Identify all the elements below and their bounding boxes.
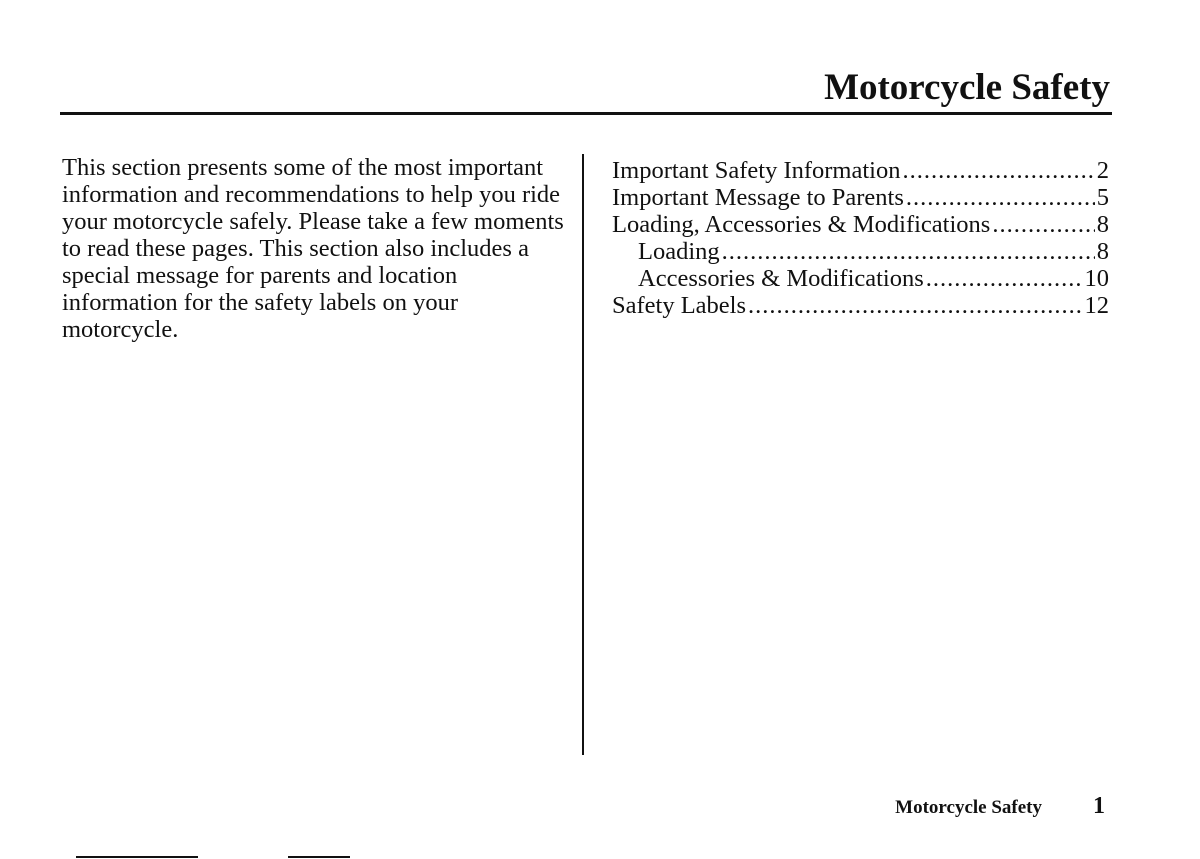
toc-item-page: 2 bbox=[1096, 157, 1109, 184]
title-rule bbox=[60, 112, 1112, 115]
toc-item-important-safety-information[interactable] bbox=[612, 157, 1109, 184]
toc-leader-dots bbox=[926, 265, 1083, 292]
toc-leader-dots bbox=[992, 211, 1094, 238]
toc-item-label: Loading bbox=[638, 238, 720, 265]
toc-leader-dots bbox=[906, 184, 1095, 211]
scan-artifact-line bbox=[76, 856, 198, 858]
toc-item-label: Loading, Accessories & Modifications bbox=[612, 211, 991, 238]
scan-artifact-line bbox=[288, 856, 350, 858]
toc-leader-dots bbox=[748, 292, 1082, 319]
toc-subitem-accessories-modifications[interactable] bbox=[612, 265, 1109, 292]
toc-item-page: 10 bbox=[1084, 265, 1109, 292]
toc-item-page: 8 bbox=[1096, 238, 1109, 265]
intro-paragraph: This section presents some of the most important information and recommendations to help you ride your motorcycle safely. Please take a few moments to read these pages. This section also includes a special message for parents and location information for the safety labels on your motorcycle. bbox=[62, 154, 564, 343]
toc-item-page: 12 bbox=[1084, 292, 1109, 319]
toc-item-label: Accessories & Modifications bbox=[638, 265, 924, 292]
footer-page-number: 1 bbox=[1093, 793, 1105, 819]
page-title: Motorcycle Safety bbox=[824, 67, 1110, 108]
toc-leader-dots bbox=[722, 238, 1095, 265]
column-divider bbox=[582, 154, 584, 755]
toc-item-loading-accessories-modifications[interactable] bbox=[612, 211, 1109, 238]
footer-section-label: Motorcycle Safety bbox=[895, 797, 1042, 818]
toc-item-label: Important Message to Parents bbox=[612, 184, 904, 211]
toc-item-label: Safety Labels bbox=[612, 292, 747, 319]
toc-item-safety-labels[interactable] bbox=[612, 292, 1109, 319]
toc-leader-dots bbox=[902, 157, 1094, 184]
toc-item-important-message-to-parents[interactable] bbox=[612, 184, 1109, 211]
toc-item-page: 5 bbox=[1096, 184, 1109, 211]
table-of-contents bbox=[612, 157, 1109, 319]
toc-item-label: Important Safety Information bbox=[612, 157, 901, 184]
toc-item-page: 8 bbox=[1096, 211, 1109, 238]
toc-subitem-loading[interactable] bbox=[612, 238, 1109, 265]
